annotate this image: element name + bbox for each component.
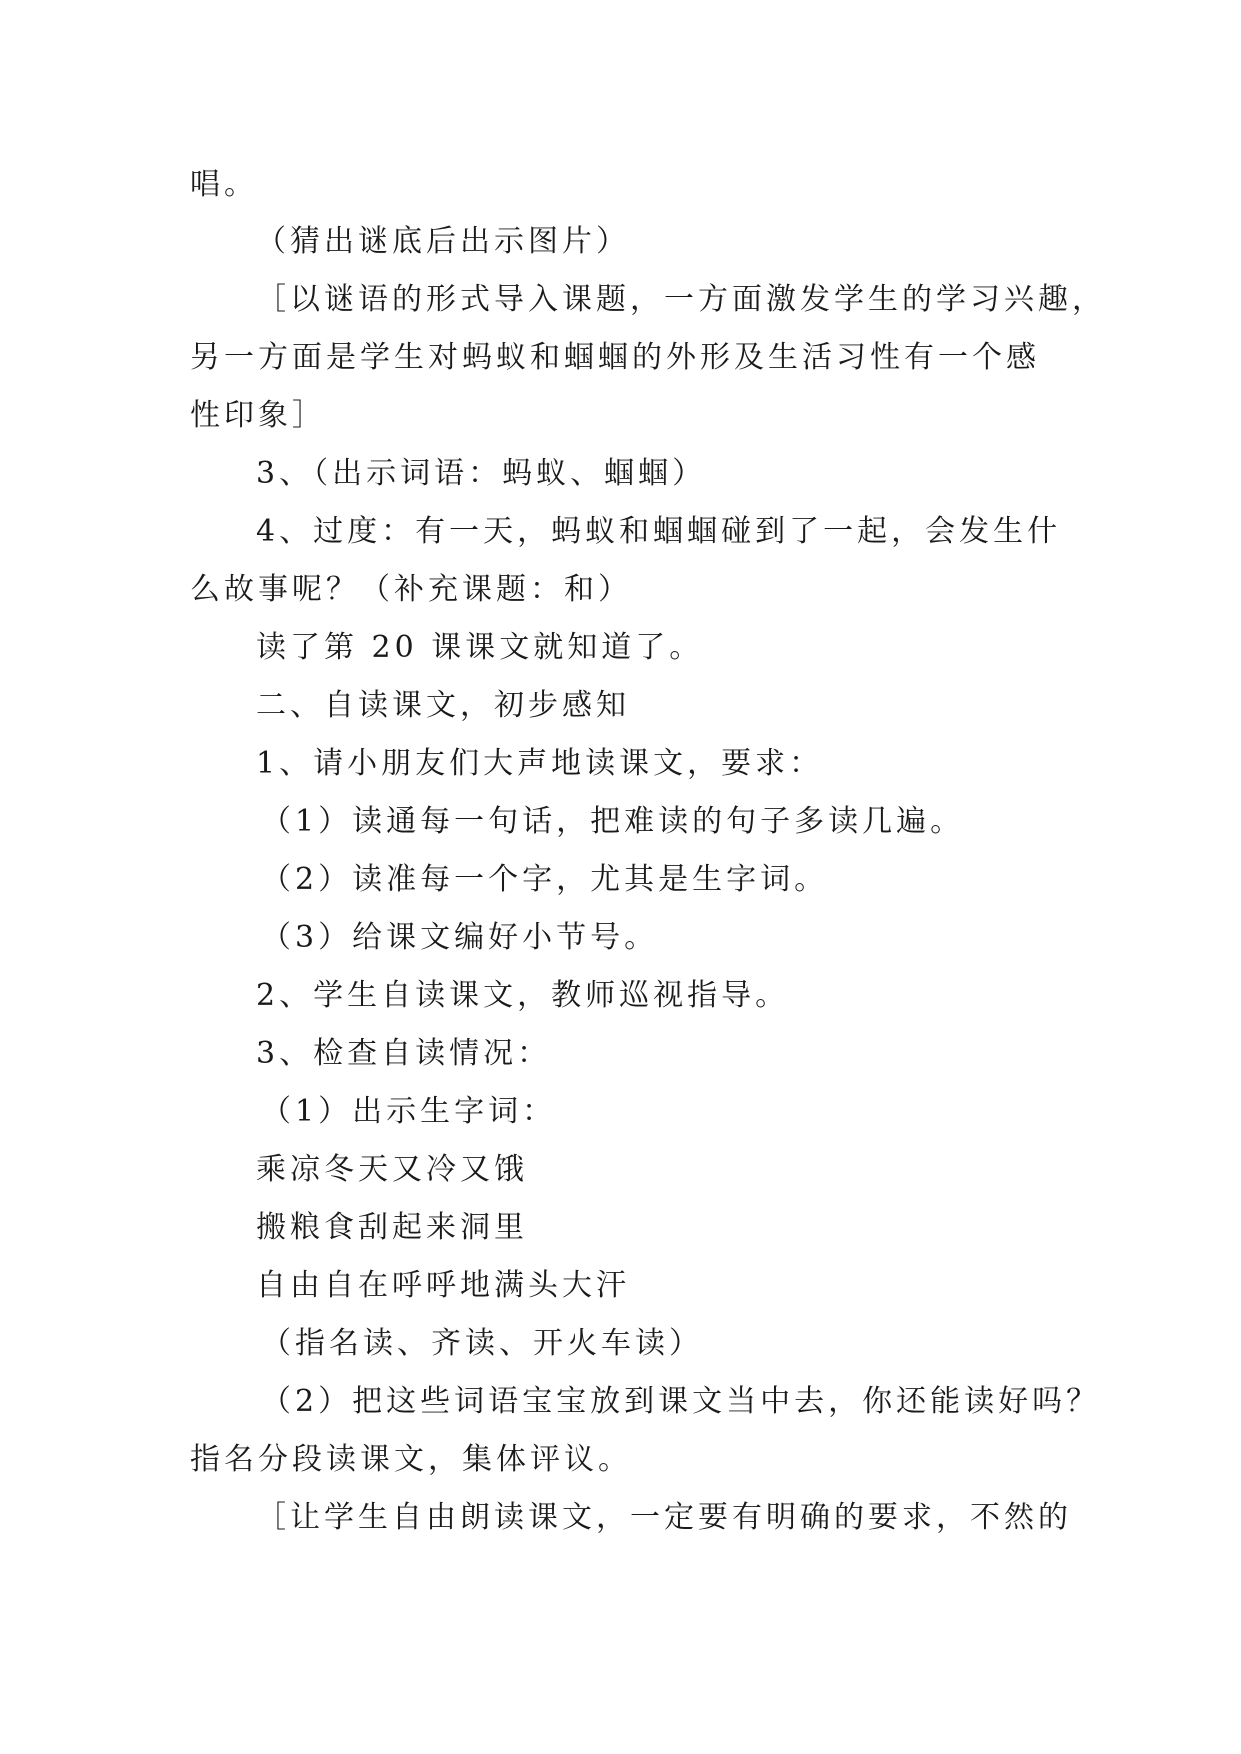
text-line: 么故事呢？（补充课题：和） xyxy=(190,572,632,607)
text-line: （1）出示生字词： xyxy=(261,1094,557,1129)
text-line: 3、（出示词语：蚂蚁、蝈蝈） xyxy=(256,456,707,491)
text-line: 性印象］ xyxy=(190,398,326,433)
text-line: （2）把这些词语宝宝放到课文当中去，你还能读好吗？ xyxy=(261,1384,1101,1419)
vocab-line: 乘凉冬天又冷又饿 xyxy=(256,1152,528,1187)
text-line: ［以谜语的形式导入课题，一方面激发学生的学习兴趣， xyxy=(256,282,1106,317)
text-line: （指名读、齐读、开火车读） xyxy=(261,1326,703,1361)
text-line: （3）给课文编好小节号。 xyxy=(261,920,659,955)
text-line: 唱。 xyxy=(190,167,258,202)
text-line: （1）读通每一句话，把难读的句子多读几遍。 xyxy=(261,804,965,839)
text-line: 2、学生自读课文，教师巡视指导。 xyxy=(256,978,790,1013)
text-line: 另一方面是学生对蚂蚁和蝈蝈的外形及生活习性有一个感 xyxy=(190,340,1040,375)
text-line: （2）读准每一个字，尤其是生字词。 xyxy=(261,862,829,897)
text-line: （猜出谜底后出示图片） xyxy=(256,224,630,259)
text-line: 读了第 20 课课文就知道了。 xyxy=(256,630,704,665)
vocab-line: 自由自在呼呼地满头大汗 xyxy=(256,1268,630,1303)
text-line: 1、请小朋友们大声地读课文，要求： xyxy=(256,746,824,781)
text-line: ［让学生自由朗读课文，一定要有明确的要求，不然的 xyxy=(256,1500,1072,1535)
text-line: 3、检查自读情况： xyxy=(256,1036,552,1071)
vocab-line: 搬粮食刮起来洞里 xyxy=(256,1210,528,1245)
section-heading: 二、自读课文，初步感知 xyxy=(256,688,630,723)
text-line: 指名分段读课文，集体评议。 xyxy=(190,1442,632,1477)
text-line: 4、过度：有一天，蚂蚁和蝈蝈碰到了一起，会发生什 xyxy=(256,514,1062,549)
